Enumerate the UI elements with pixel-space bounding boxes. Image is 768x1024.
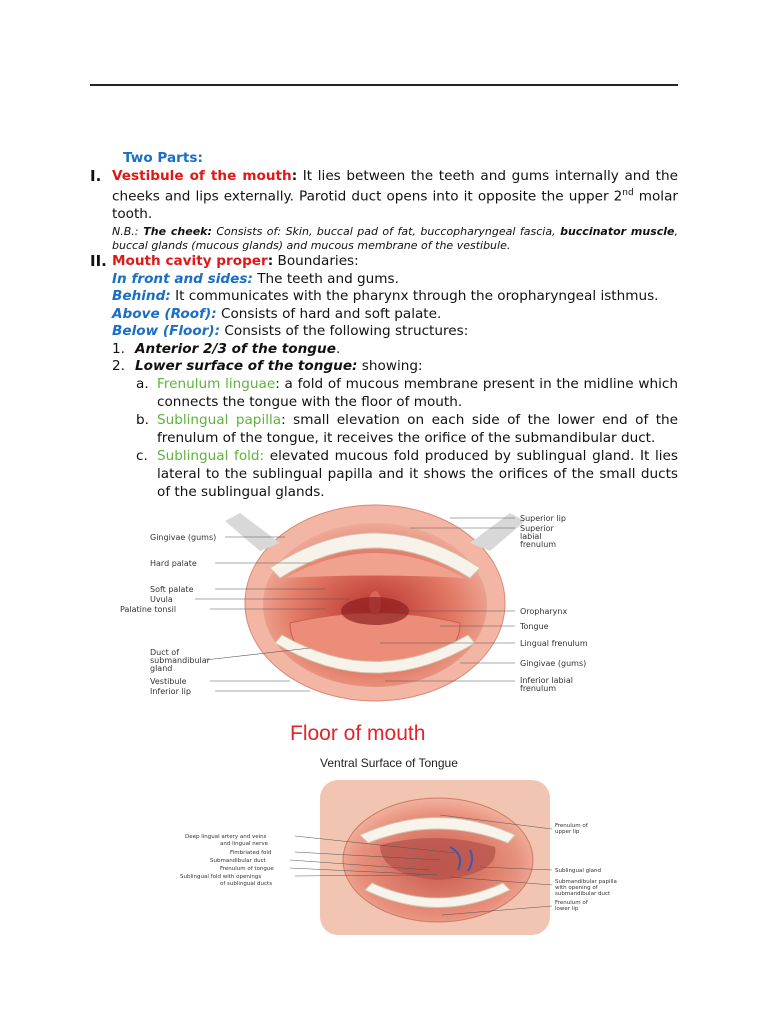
label-lingual-nerve: and lingual nerve	[220, 841, 269, 847]
label-with-opening: with opening of	[555, 885, 598, 891]
floor-of-mouth-figure	[180, 775, 650, 940]
label-lingual-frenulum: Lingual frenulum	[520, 639, 588, 648]
label-sublingual-ducts: of sublingual ducts	[220, 881, 273, 887]
right-labels	[519, 514, 588, 693]
header-rule	[90, 84, 678, 86]
list-item-papilla: b. Sublingual papilla: small elevation on each side of the lower end of the frenulum of the tongue, it receives the orifice of the submandibular duct.	[136, 412, 678, 446]
lip-left-fold	[225, 513, 280, 551]
label-sublingual-gland: Sublingual gland	[555, 868, 602, 874]
part-mouth-cavity: II. Mouth cavity proper: Boundaries:	[90, 251, 359, 270]
left-labels	[120, 533, 216, 696]
boundary-front: In front and sides: The teeth and gums.	[112, 270, 399, 287]
label-tongue: Tongue	[520, 622, 549, 631]
label-superior-lip: Superior lip	[520, 514, 566, 523]
label-inferior-labial: Inferior labial	[520, 676, 573, 685]
boundary-below: Below (Floor): Consists of the following structures:	[112, 323, 469, 340]
label-uvula: Uvula	[150, 595, 173, 604]
label-soft-palate: Soft palate	[150, 585, 194, 594]
section-heading: Two Parts:	[123, 150, 203, 166]
label-superior: Superior	[520, 524, 554, 533]
label-submandibular-duct: Submandibular duct	[210, 858, 266, 864]
boundary-behind: Behind: It communicates with the pharynx through the oropharyngeal isthmus.	[112, 288, 659, 305]
part-number: I.	[90, 166, 102, 185]
label-frenulum: frenulum	[520, 540, 557, 549]
figure-title: Floor of mouth	[290, 722, 426, 745]
part-number: II.	[90, 251, 107, 270]
oropharynx	[341, 597, 409, 625]
label-vestibule: Vestibule	[150, 677, 187, 686]
label-inferior-lip: Inferior lip	[150, 687, 191, 696]
label-duct: Duct of	[150, 648, 180, 657]
document-body	[90, 150, 678, 502]
list-item: 1. Anterior 2/3 of the tongue.	[112, 340, 341, 357]
part-vestibule: I. Vestibule of the mouth: It lies between the teeth and gums internally and the cheeks and lips externally. Parotid duct opens into it opposite the upper 2nd molar tooth. N.B.: The cheek: Consists of: Skin, buccal pad of fat, buccopharyngeal fascia, buccinator muscle, buccal glands (mucous glands) and mucous membrane of the vestibule.	[90, 166, 678, 252]
term-mouth-cavity: Mouth cavity proper	[112, 252, 268, 269]
label-deep-lingual: Deep lingual artery and veins	[185, 834, 267, 840]
list-item: 2. Lower surface of the tongue: showing:	[112, 358, 423, 375]
label-upper-lip: upper lip	[555, 829, 580, 835]
list-item-frenulum: a. Frenulum linguae: a fold of mucous membrane present in the midline which connects the tongue with the floor of mouth.	[136, 376, 678, 410]
label-frenulum-upper: Frenulum of	[555, 823, 588, 829]
list-item-fold: c. Sublingual fold: elevated mucous fold produced by sublingual gland. It lies lateral to the sublingual papilla and it shows the orifices of the small ducts of the sublingual glands.	[136, 448, 678, 500]
label-fimbriated-fold: Fimbriated fold	[230, 850, 272, 856]
term-vestibule: Vestibule of the mouth	[112, 167, 292, 184]
label-sublingual-fold: Sublingual fold with openings	[180, 874, 262, 880]
lip-right-fold	[470, 513, 525, 551]
label-submandibular: submandibular	[150, 656, 210, 665]
label-submandibular-papilla: Submandibular papilla	[555, 879, 617, 885]
oral-cavity-figure	[110, 503, 640, 703]
label-gland: gland	[150, 664, 173, 673]
label-palatine-tonsil: Palatine tonsil	[120, 605, 177, 614]
label-oropharynx: Oropharynx	[520, 607, 568, 616]
figure-subtitle: Ventral Surface of Tongue	[320, 756, 458, 770]
label-gingivae: Gingivae (gums)	[150, 533, 217, 542]
label-gingivae-right: Gingivae (gums)	[520, 659, 587, 668]
label-frenulum-tongue: Frenulum of tongue	[220, 866, 274, 872]
boundary-above: Above (Roof): Consists of hard and soft palate.	[112, 305, 442, 322]
label-hard-palate: Hard palate	[150, 559, 197, 568]
left-labels-2	[180, 834, 274, 887]
label-labial: labial	[520, 532, 542, 541]
label-frenulum-lower: frenulum	[520, 684, 557, 693]
label-submandibular-duct-right: submandibular duct	[555, 891, 611, 897]
label-frenulum-lower-2: Frenulum of	[555, 900, 588, 906]
label-lower-lip: lower lip	[555, 906, 579, 912]
note-cheek: N.B.: The cheek: Consists of: Skin, buccal pad of fat, buccopharyngeal fascia, buccinator muscle, buccal glands (mucous glands) and mucous membrane of the vestibule.	[112, 224, 678, 252]
right-labels-2	[555, 823, 617, 912]
